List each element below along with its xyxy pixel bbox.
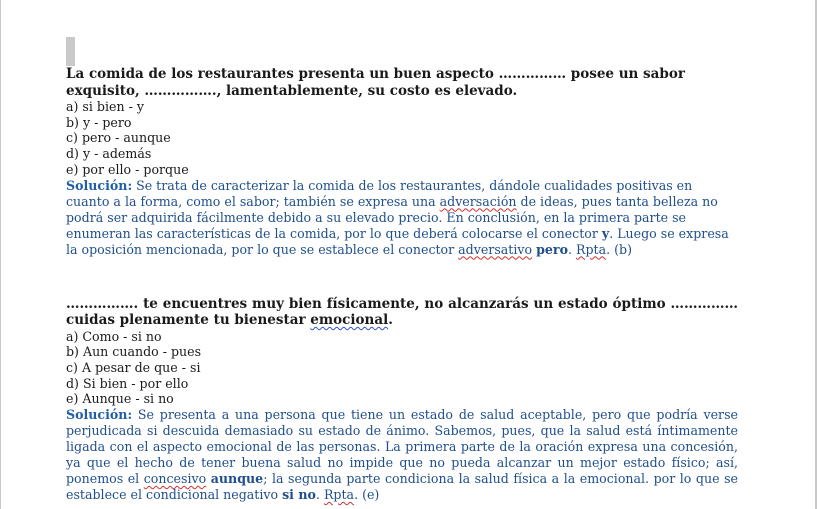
solution-connector: aunque [210, 471, 264, 487]
solution-answer: . (e) [354, 487, 380, 503]
solution-text: . [567, 241, 576, 257]
solution-label: Solución: [66, 177, 133, 193]
solution-2 [66, 407, 738, 503]
solution-connector: y [601, 225, 610, 241]
document-body[interactable] [66, 66, 738, 503]
text-cursor-highlight [66, 37, 75, 66]
option-a: a) Como - si no [66, 328, 162, 344]
option-d: d) Si bien - por ello [66, 375, 189, 391]
solution-label: Solución: [66, 407, 133, 423]
option-d: d) y - además [66, 146, 152, 162]
solution-text: ; la segunda parte condiciona la salud física a la emocional. por lo que se establece el condicional negativo [66, 471, 738, 503]
solution-text: de ideas, pues tanta belleza no podrá ser adquirida fácilmente debido a su elevado precio. En conclusión, en la primera parte se enumeran las características de la comida, por lo que deberá colocarse el conector [66, 193, 718, 241]
solution-text: . [315, 487, 324, 503]
question-1-options [66, 99, 738, 178]
solution-answer: . (b) [606, 241, 633, 257]
solution-text: Se presenta a una persona que tiene un estado de salud aceptable, pero que podría verse perjudicada si descuida demasiado su estado de ánimo. Sabemos, pues, que la salud está íntimamente ligada con el aspecto emocional de las personas. La primera parte de la oración expresa una concesión, ya que el hecho de tener buena salud no impide que no pueda alcanzar un mejor estado físico; así, ponemos el [66, 407, 738, 487]
grammar-check-word[interactable]: emocional [310, 312, 389, 329]
solution-connector: si no [282, 487, 316, 503]
option-e: e) por ello - porque [66, 161, 189, 177]
question-text: . [388, 312, 393, 329]
option-c: c) A pesar de que - si [66, 359, 201, 375]
solution-text: . Luego se expresa la oposición mencionada, por lo que se establece el conector [66, 225, 729, 257]
paragraph-spacer [66, 258, 738, 296]
spellcheck-word[interactable]: adversativo [458, 241, 533, 257]
question-1: La comida de los restaurantes presenta un buen aspecto …………… posee un sabor exquisito, ……………., lamentablemente, su costo es elevado. [66, 66, 685, 99]
option-b: b) Aun cuando - pues [66, 344, 202, 360]
spellcheck-word[interactable]: Rpta [575, 241, 607, 257]
spellcheck-word[interactable]: Rpta [323, 487, 355, 503]
question-text: ……………. te encuentres muy bien físicamente, no alcanzarás un estado óptimo …………… cuidas plenamente tu bienestar [66, 295, 738, 329]
page-left-border [0, 0, 1, 509]
solution-1 [66, 178, 738, 258]
option-a: a) si bien - y [66, 99, 144, 114]
spellcheck-word[interactable]: concesivo [143, 471, 207, 487]
question-2-options [66, 329, 738, 408]
option-b: b) y - pero [66, 114, 132, 130]
question-2 [66, 296, 738, 329]
solution-text: Se trata de caracterizar la comida de los restaurantes, dándole cualidades positivas en cuanto a la forma, como el sabor; también se expresa una [66, 177, 693, 209]
option-e: e) Aunque - si no [66, 391, 174, 407]
solution-connector: pero [536, 241, 568, 257]
spellcheck-word[interactable]: adversación [439, 193, 517, 209]
option-c: c) pero - aunque [66, 130, 171, 146]
